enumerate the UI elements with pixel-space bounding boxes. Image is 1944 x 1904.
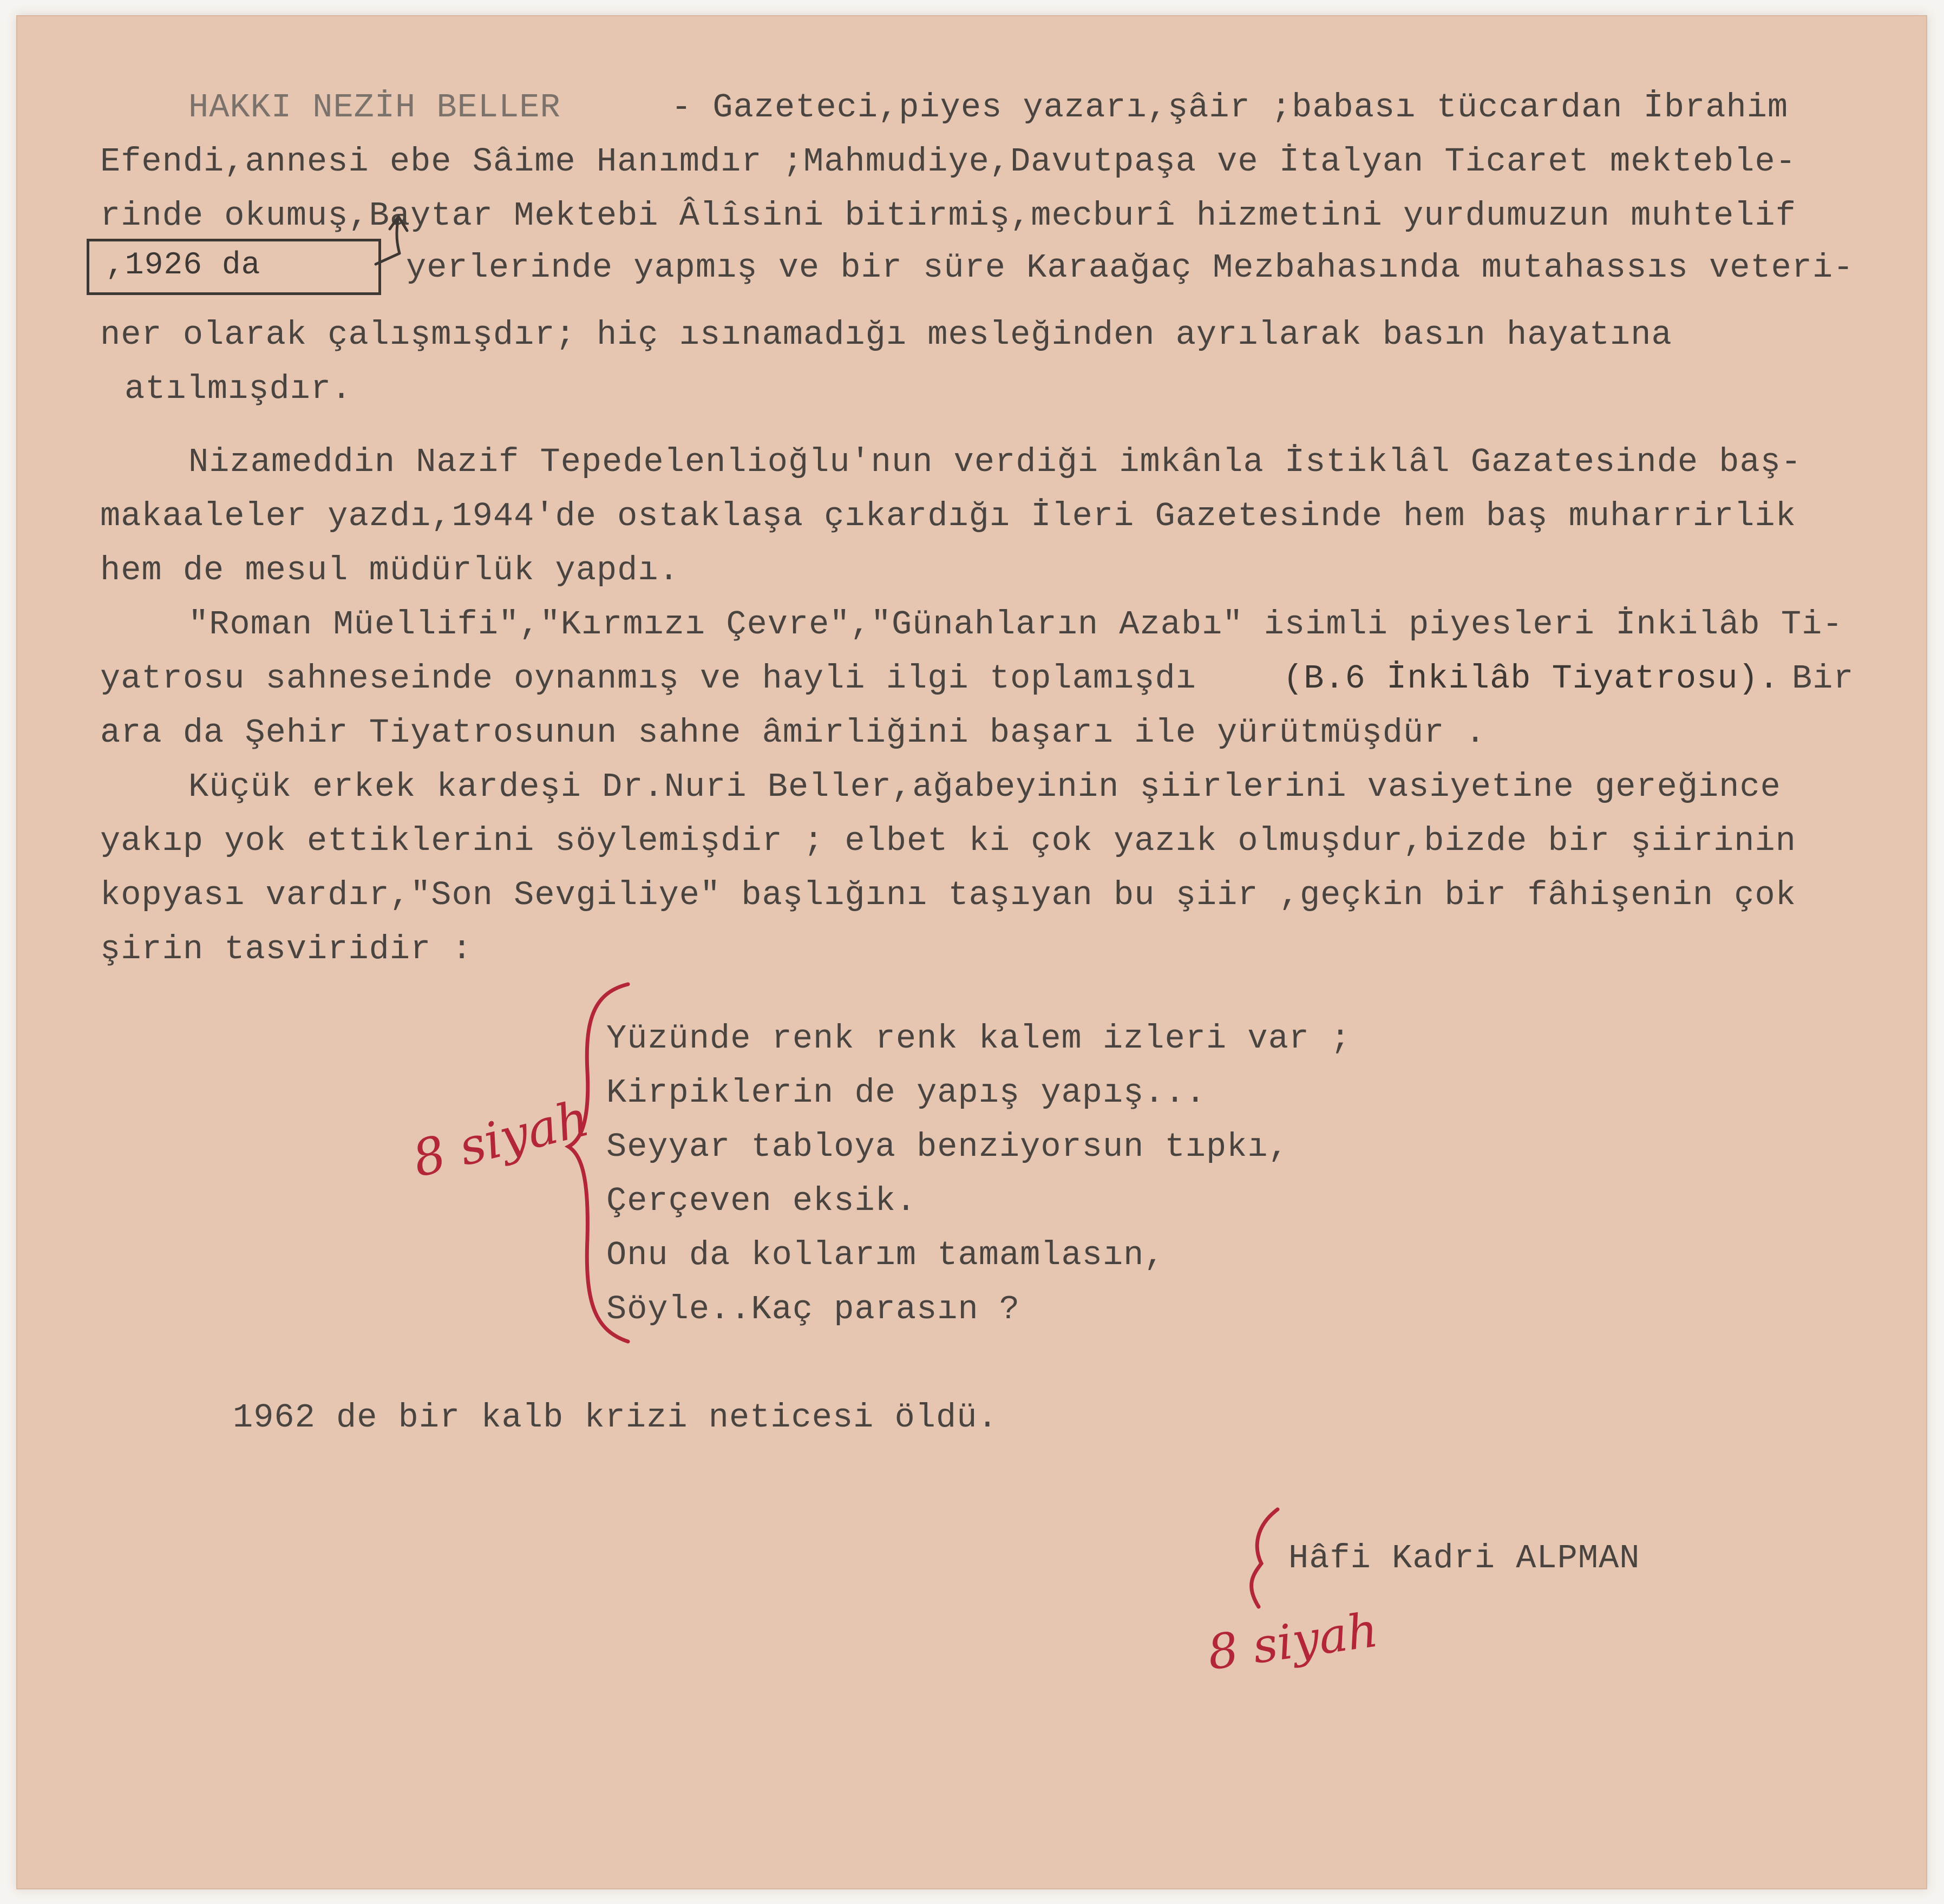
text-line: Bir — [1792, 659, 1854, 698]
text-line: atılmışdır. — [125, 370, 352, 408]
text-line: ner olarak çalışmışdır; hiç ısınamadığı mesleğinden ayrılarak basın hayatına — [100, 316, 1672, 354]
poem-line: Onu da kollarım tamamlasın, — [606, 1236, 1165, 1274]
text-line: Nizameddin Nazif Tepedelenlioğlu'nun verdiği imkânla İstiklâl Gazatesinde baş- — [188, 443, 1802, 481]
poem-line: Söyle..Kaç parasın ? — [606, 1290, 1020, 1329]
death-line: 1962 de bir kalb krizi neticesi öldü. — [233, 1398, 998, 1437]
text-line: - Gazeteci,piyes yazarı,şâir ;babası tüccardan İbrahim — [671, 88, 1789, 127]
poem-line: Yüzünde renk renk kalem izleri var ; — [606, 1019, 1351, 1058]
text-line: şirin tasviridir : — [100, 930, 473, 969]
text-line: makaaleler yazdı,1944'de ostaklaşa çıkardığı İleri Gazetesinde hem baş muharrirlik — [100, 497, 1796, 535]
red-bracket-poem — [568, 984, 628, 1342]
poem-line: Seyyar tabloya benziyorsun tıpkı, — [606, 1128, 1289, 1166]
text-line: "Roman Müellifi","Kırmızı Çevre","Günahların Azabı" isimli piyesleri İnkilâb Ti- — [188, 605, 1843, 644]
text-line: kopyası vardır,"Son Sevgiliye" başlığını taşıyan bu şiir ,geçkin bir fâhişenin çok — [100, 876, 1796, 914]
text-line: yakıp yok ettiklerini söylemişdir ; elbet ki çok yazık olmuşdur,bizde bir şiirinin — [100, 822, 1796, 860]
poem-line: Çerçeven eksik. — [606, 1182, 917, 1220]
text-line: yatrosu sahneseinde oynanmış ve hayli ilgi toplamışdı — [100, 659, 1196, 698]
text-line: ara da Şehir Tiyatrosunun sahne âmirliğini başarı ile yürütmüşdür . — [100, 714, 1486, 752]
editorial-marks — [16, 15, 1927, 1889]
text-line: Küçük erkek kardeşi Dr.Nuri Beller,ağabeyinin şiirlerini vasiyetine gereğince — [188, 768, 1781, 806]
handwritten-note-signature: 8 siyah — [1204, 1601, 1382, 1681]
red-bracket-signature — [1252, 1509, 1278, 1607]
poem-line: Kirpiklerin de yapış yapış... — [606, 1074, 1206, 1112]
text-line: yerlerinde yapmış ve bir süre Karaağaç Mezbahasında mutahassıs veteri- — [406, 248, 1854, 287]
name-heading: HAKKI NEZİH BELLER — [188, 88, 561, 127]
text-line: rinde okumuş,Baytar Mektebi Âlîsini bitirmiş,mecburî hizmetini yurdumuzun muhtelif — [100, 197, 1796, 235]
inserted-date: ,1926 da — [106, 248, 261, 283]
text-line: Efendi,annesi ebe Sâime Hanımdır ;Mahmudiye,Davutpaşa ve İtalyan Ticaret mekteble- — [100, 142, 1796, 181]
text-line: hem de mesul müdürlük yapdı. — [100, 551, 679, 590]
document-sheet — [16, 15, 1927, 1889]
author-signature: Hâfi Kadri ALPMAN — [1288, 1539, 1640, 1578]
handwritten-note-poem: 8 siyah — [407, 1089, 595, 1189]
insertion-arrow — [376, 217, 407, 264]
inserted-note: (B.6 İnkilâb Tiyatrosu). — [1283, 659, 1779, 698]
